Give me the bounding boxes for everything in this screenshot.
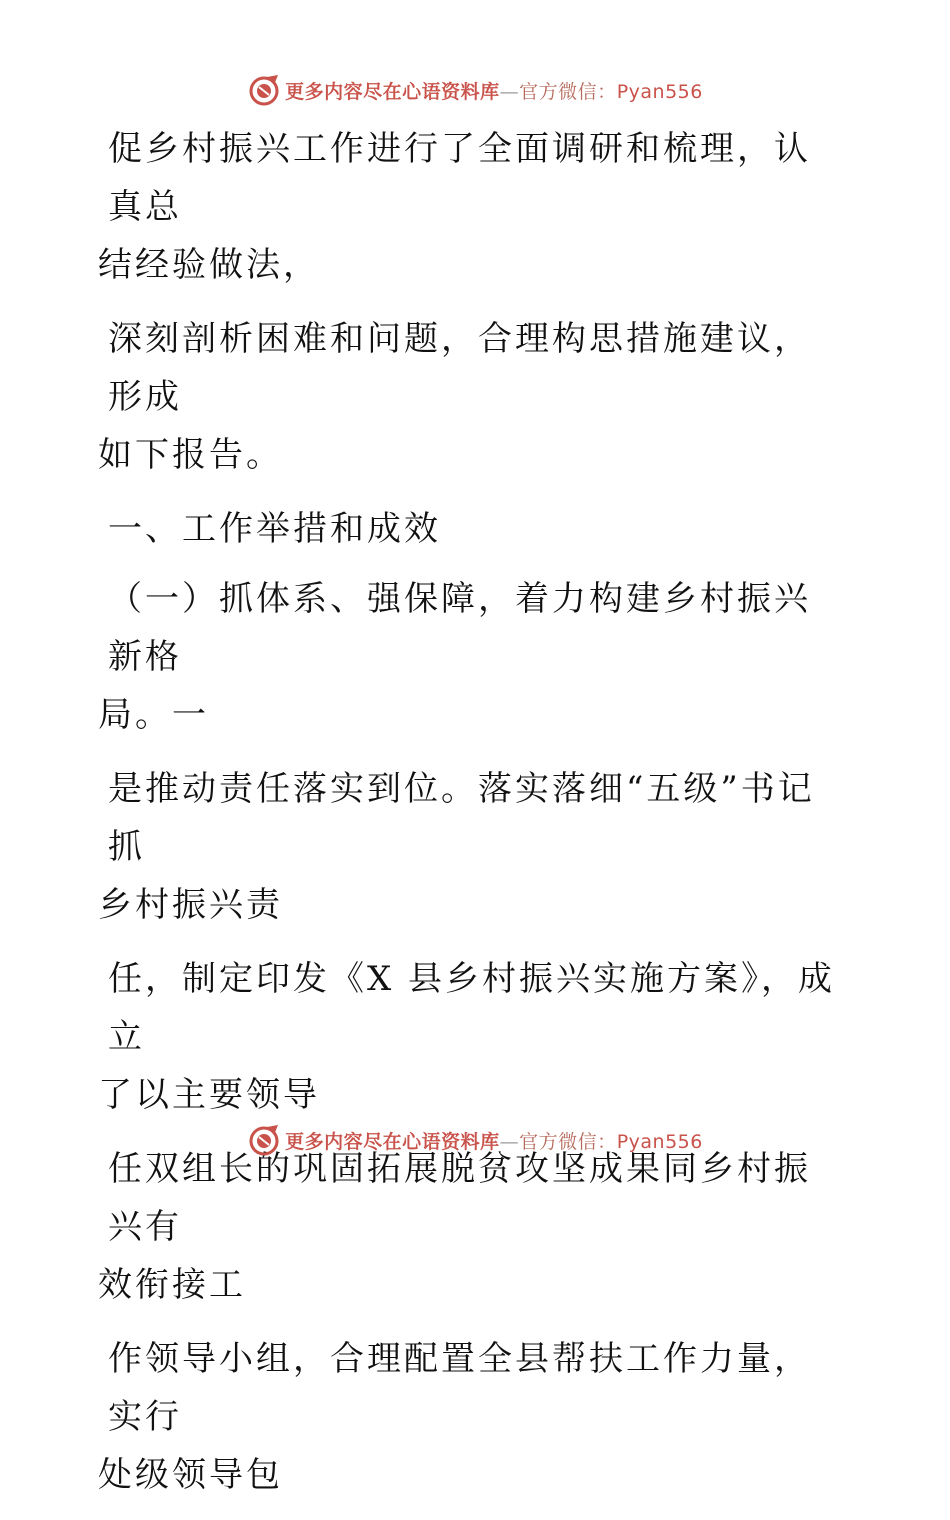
paragraph-line: 促乡村振兴工作进行了全面调研和梳理，认真总 — [108, 129, 811, 227]
paragraph-line: 是推动责任落实到位。落实落细“五级”书记抓 — [108, 769, 815, 867]
paragraph — [98, 570, 838, 744]
footer-wechat-id: Pyan556 — [616, 1130, 703, 1153]
pen-logo-icon — [247, 73, 281, 107]
section-heading — [98, 500, 838, 558]
footer-wechat-label: 官方微信： — [519, 1130, 617, 1153]
document-body — [98, 120, 838, 1520]
footer-separator: — — [499, 1130, 520, 1153]
paragraph-line: 处级领导包 — [98, 1455, 283, 1495]
paragraph-line: （一）抓体系、强保障，着力构建乡村振兴新格 — [108, 579, 811, 677]
paragraph-line: 作领导小组，合理配置全县帮扶工作力量，实行 — [108, 1339, 811, 1437]
footer-banner — [0, 1120, 950, 1160]
footer-banner-inner — [247, 1123, 703, 1157]
paragraph — [98, 1140, 838, 1314]
header-banner-inner — [247, 73, 703, 107]
paragraph — [98, 120, 838, 294]
pen-logo-icon — [247, 1123, 281, 1157]
paragraph-line: 乡村振兴责 — [98, 885, 283, 925]
paragraph-line: 效衔接工 — [98, 1265, 246, 1305]
paragraph-line: 深刻剖析困难和问题，合理构思措施建议，形成 — [108, 319, 811, 417]
header-library-text: 更多内容尽在心语资料库 — [285, 80, 500, 103]
header-banner — [0, 70, 950, 110]
footer-banner-text — [285, 1127, 703, 1154]
paragraph — [98, 760, 838, 934]
paragraph-line: 任，制定印发《X 县乡村振兴实施方案》，成立 — [108, 959, 836, 1057]
paragraph-line: 局。一 — [98, 695, 209, 735]
paragraph — [98, 950, 838, 1124]
paragraph-line: 了以主要领导 — [98, 1075, 320, 1115]
section-heading-text: 一、工作举措和成效 — [108, 509, 441, 549]
header-wechat-id: Pyan556 — [616, 80, 703, 103]
header-separator: — — [499, 80, 520, 103]
paragraph-line: 如下报告。 — [98, 435, 283, 475]
footer-library-text: 更多内容尽在心语资料库 — [285, 1130, 500, 1153]
paragraph — [98, 1330, 838, 1504]
paragraph-line: 任双组长的巩固拓展脱贫攻坚成果同乡村振兴有 — [108, 1149, 811, 1247]
paragraph-line: 结经验做法， — [98, 245, 320, 285]
header-wechat-label: 官方微信： — [519, 80, 617, 103]
paragraph — [98, 310, 838, 484]
header-banner-text — [285, 77, 703, 104]
